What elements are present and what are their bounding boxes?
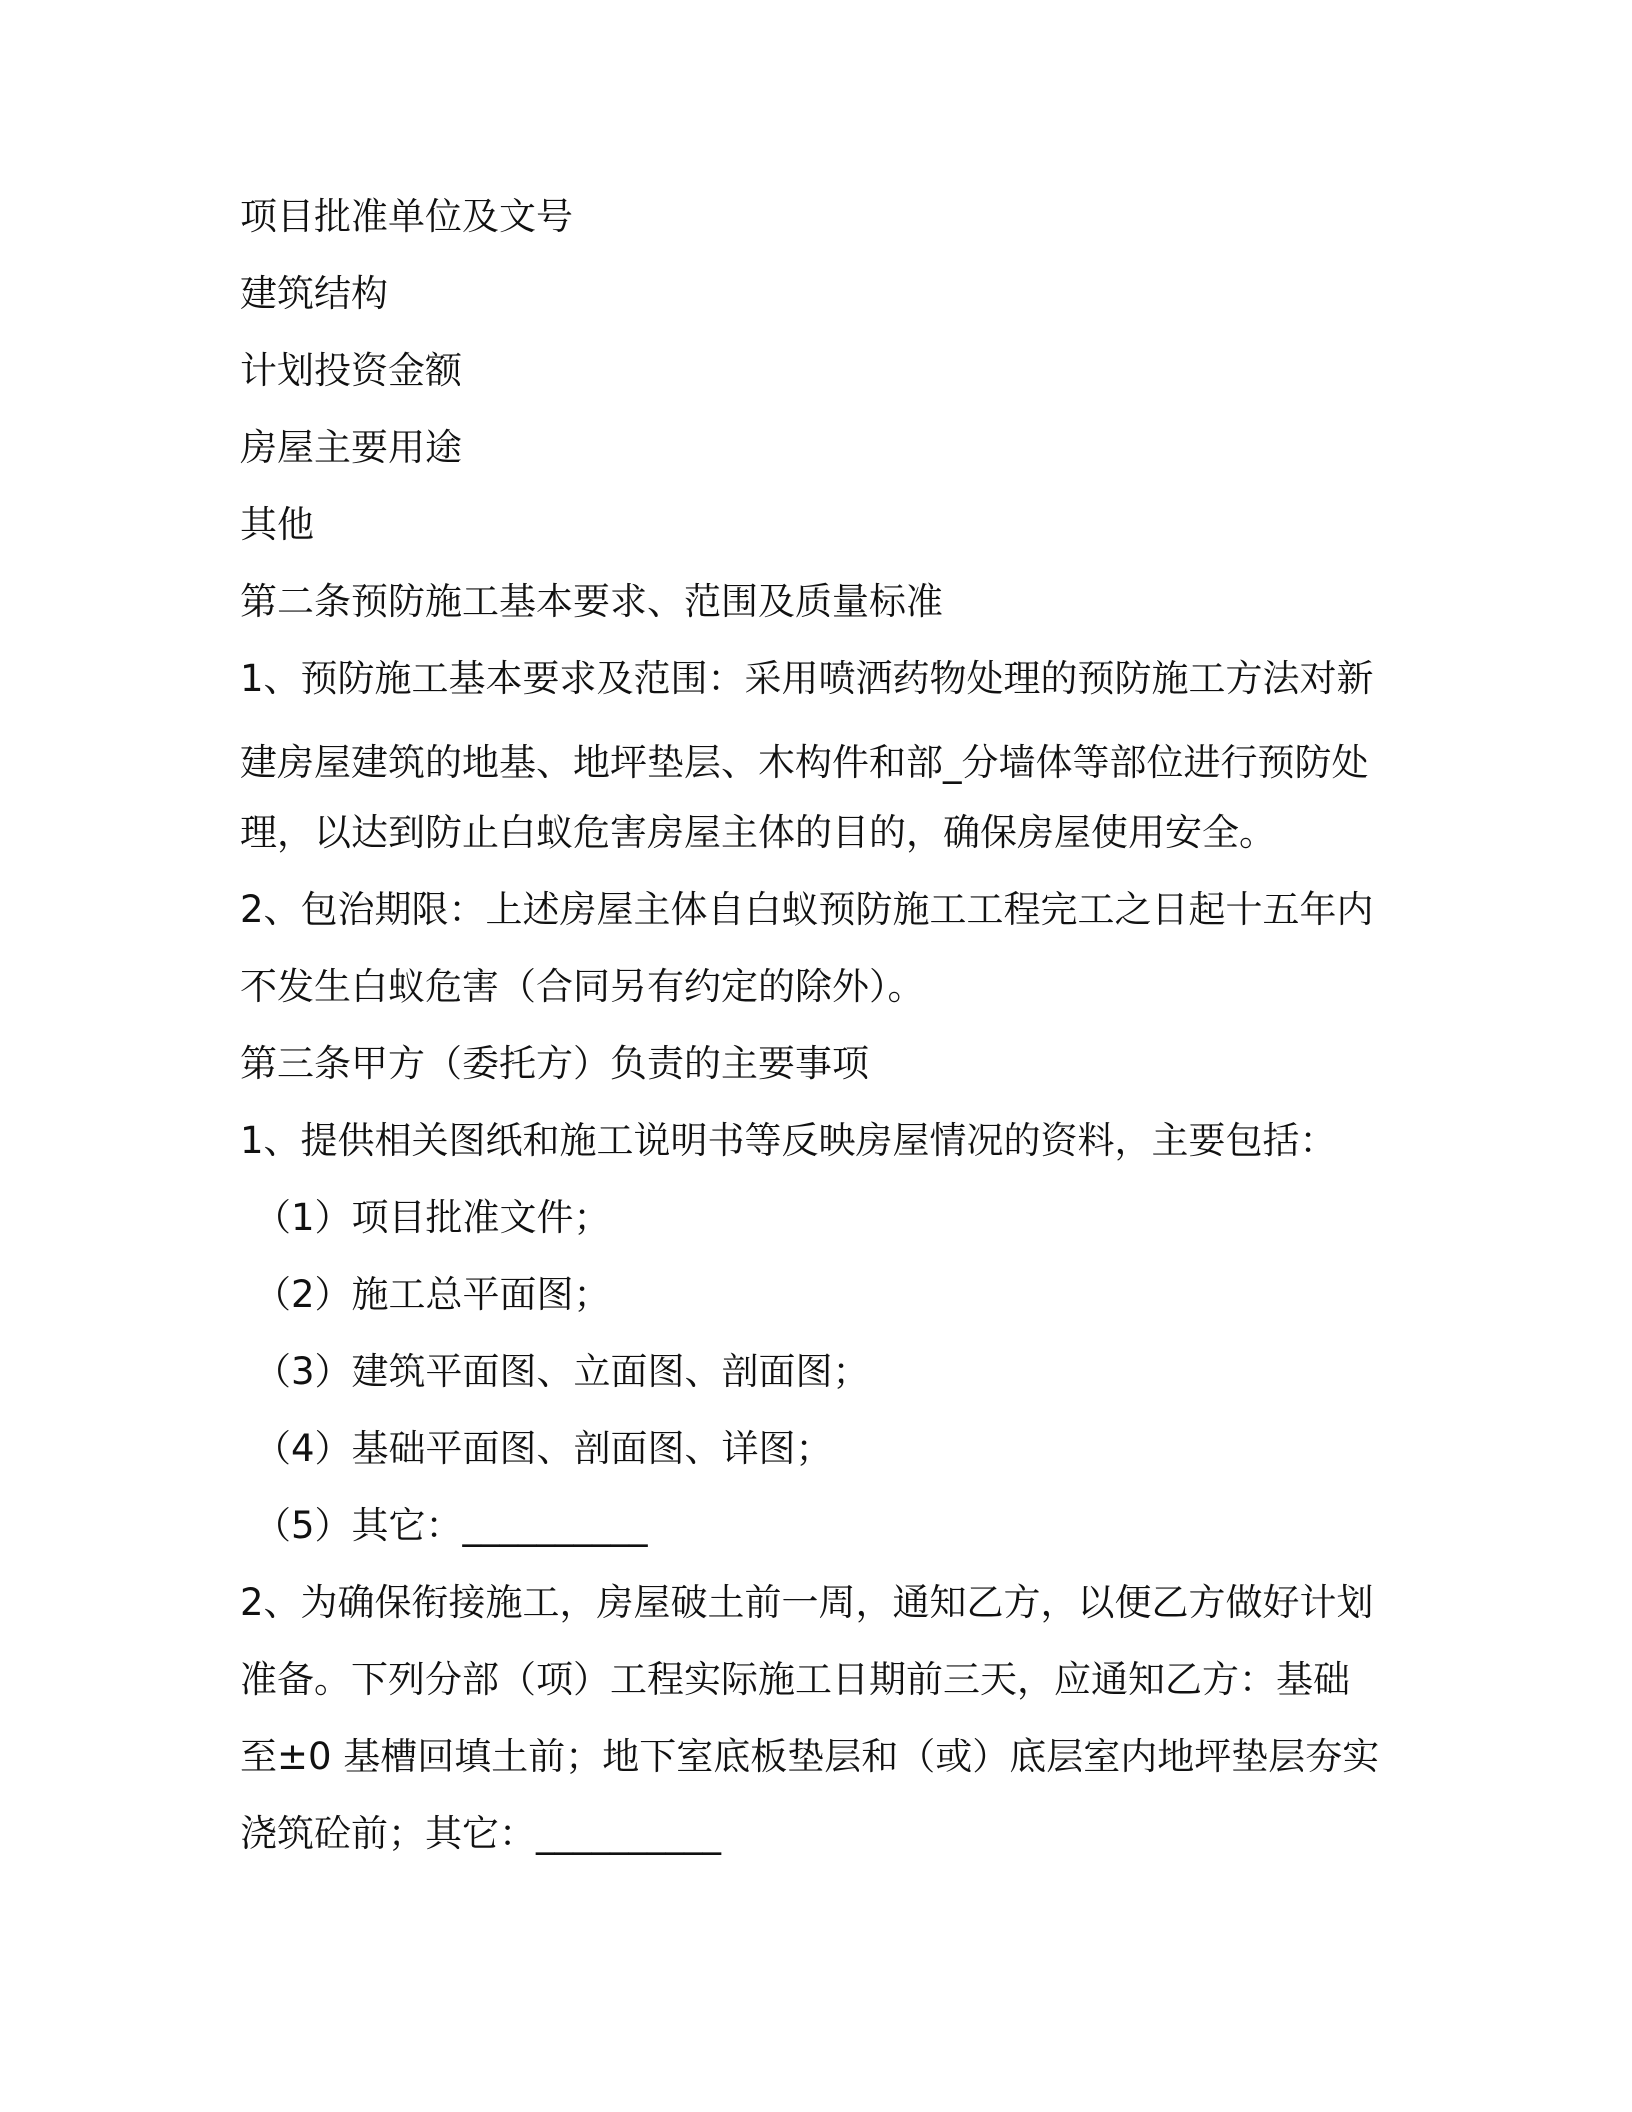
article-3-item-1: 1、提供相关图纸和施工说明书等反映房屋情况的资料，主要包括： (240, 1119, 1337, 1162)
list-item-4: （4）基础平面图、剖面图、详图； (254, 1427, 833, 1470)
article-3-item-2-line-2: 准备。下列分部（项）工程实际施工日期前三天，应通知乙方：基础 (240, 1658, 1350, 1701)
article-2-item-2-line-1: 2、包治期限：上述房屋主体自白蚁预防施工工程完工之日起十五年内 (240, 888, 1374, 931)
article-2-item-1-line-1: 1、预防施工基本要求及范围：采用喷洒药物处理的预防施工方法对新 (240, 657, 1374, 700)
article-2-heading: 第二条预防施工基本要求、范围及质量标准 (240, 580, 943, 623)
list-item-5: （5）其它：__________ (254, 1504, 648, 1547)
field-other: 其他 (240, 503, 314, 546)
list-item-3: （3）建筑平面图、立面图、剖面图； (254, 1350, 870, 1393)
article-2-item-2-line-2: 不发生白蚁危害（合同另有约定的除外）。 (240, 965, 925, 1008)
article-3-item-2-line-3: 至±0 基槽回填土前；地下室底板垫层和（或）底层室内地坪垫层夯实 (240, 1735, 1380, 1778)
article-2-item-1-line-2: 建房屋建筑的地基、地坪垫层、木构件和部_分墙体等部位进行预防处 (240, 741, 1369, 784)
article-2-item-1-line-3: 理，以达到防止白蚁危害房屋主体的目的，确保房屋使用安全。 (240, 811, 1276, 854)
field-project-approval: 项目批准单位及文号 (240, 195, 573, 238)
field-building-structure: 建筑结构 (240, 272, 388, 315)
field-main-use: 房屋主要用途 (240, 426, 462, 469)
article-3-item-2-line-4: 浇筑砼前；其它：__________ (240, 1812, 721, 1855)
article-3-heading: 第三条甲方（委托方）负责的主要事项 (240, 1042, 869, 1085)
list-item-1: （1）项目批准文件； (254, 1196, 611, 1239)
field-planned-investment: 计划投资金额 (240, 349, 462, 392)
article-3-item-2-line-1: 2、为确保衔接施工，房屋破土前一周，通知乙方，以便乙方做好计划 (240, 1581, 1374, 1624)
list-item-2: （2）施工总平面图； (254, 1273, 611, 1316)
